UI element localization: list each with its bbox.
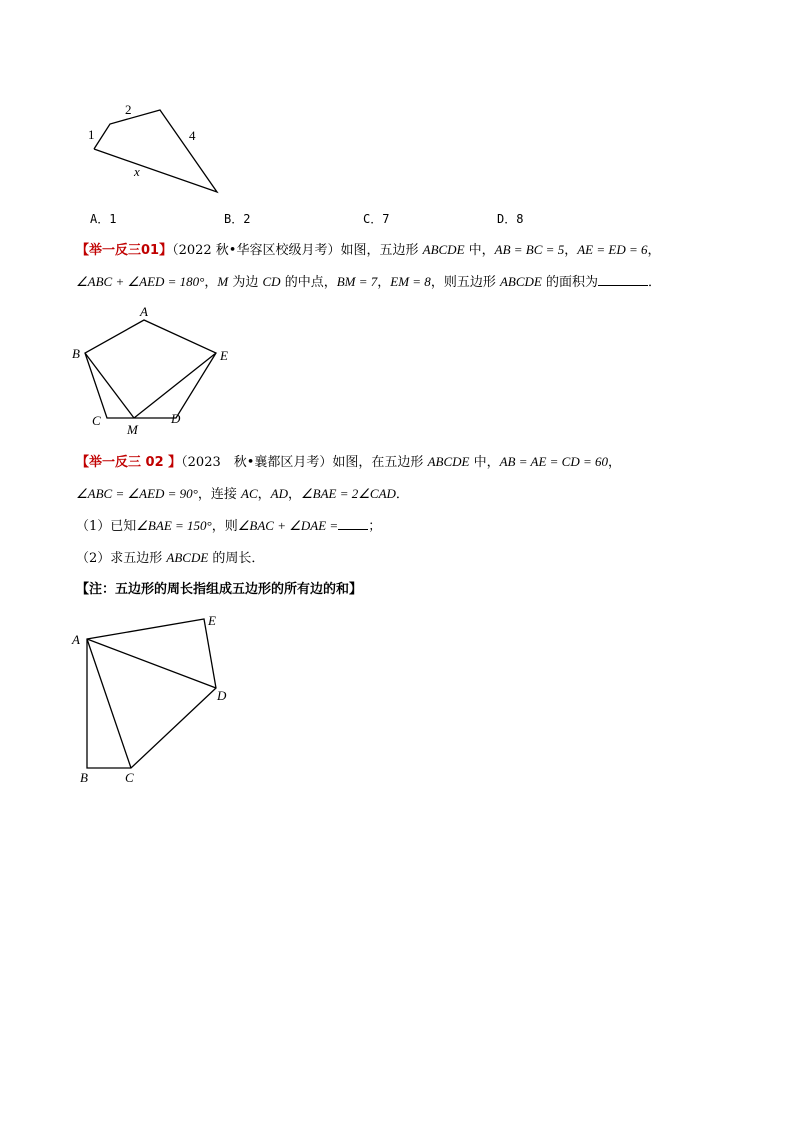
problem1-source: （2022 秋•华容区校级月考） — [172, 243, 341, 258]
vertex-label-e-2: E — [208, 613, 216, 628]
segment-bm — [85, 353, 134, 418]
vertex-label-d: D — [171, 411, 181, 426]
problem1-text5: 的中点， — [280, 275, 337, 290]
problem1-text2: 中， — [464, 243, 495, 258]
q1-answer-blank[interactable] — [338, 517, 368, 530]
q1-mid: ，则 — [211, 519, 238, 534]
problem2-source: （2023 秋•襄都区月考） — [181, 455, 333, 470]
side-label-4: 4 — [189, 128, 196, 143]
quadrilateral-figure — [80, 95, 240, 200]
problem1-pentagon: ABCDE — [422, 242, 465, 257]
problem1-text1: 如图，五边形 — [340, 243, 423, 258]
problem1-line2 — [76, 273, 661, 292]
problem1-tag: 【举一反三01】 — [76, 243, 173, 258]
problem2-text1: 如图，在五边形 — [332, 455, 428, 470]
option-d[interactable]: D．8 — [497, 212, 524, 226]
problem2-ac: AC — [241, 486, 258, 501]
problem1-cond3: ∠ABC + ∠AED = 180° — [76, 274, 205, 289]
problem1-m: M — [217, 274, 229, 289]
problem2-end: ． — [395, 487, 409, 502]
problem2-sep3: ， — [288, 487, 302, 502]
pentagon-figure-2 — [66, 608, 236, 793]
problem2-cond2: ∠ABC = ∠AED = 90° — [76, 486, 198, 501]
problem2-ad: AD — [270, 486, 288, 501]
q1-prefix: （1）已知 — [76, 519, 137, 534]
side-label-1: 1 — [88, 127, 95, 142]
problem1-text3: ， — [204, 275, 218, 290]
problem2-sep1: ， — [608, 455, 622, 470]
q2-end: 的周长． — [208, 551, 265, 566]
q1-expr: ∠BAC + ∠DAE = — [237, 518, 339, 533]
vertex-label-d-2: D — [217, 688, 227, 703]
problem2-question1 — [76, 517, 381, 536]
problem1-end: ． — [647, 275, 661, 290]
diagonal-ad — [87, 639, 216, 688]
problem2-text3: ，连接 — [197, 487, 242, 502]
problem1-cond2: AE = ED = 6 — [577, 242, 648, 257]
pentagon-figure-1 — [66, 303, 236, 438]
q1-end: ； — [368, 519, 382, 534]
problem2-sep2: ， — [257, 487, 271, 502]
vertex-label-e: E — [220, 348, 228, 363]
problem1-sep1: ， — [564, 243, 578, 258]
vertex-label-c-2: C — [125, 770, 134, 785]
option-c[interactable]: C．7 — [363, 212, 390, 226]
problem2-cond3: ∠BAE = 2∠CAD — [301, 486, 396, 501]
vertex-label-a: A — [140, 304, 148, 319]
problem2-text2: 中， — [469, 455, 500, 470]
quadrilateral-outline — [94, 110, 217, 192]
diagonal-ac — [87, 639, 131, 768]
option-a[interactable]: A．1 — [90, 212, 117, 226]
side-label-2: 2 — [125, 102, 132, 117]
problem2-note: 【注：五边形的周长指组成五边形的所有边的和】 — [76, 582, 363, 597]
vertex-label-b-2: B — [80, 770, 88, 785]
vertex-label-m: M — [127, 422, 138, 437]
q2-pentagon: ABCDE — [166, 550, 209, 565]
problem1-text4: 为边 — [228, 275, 263, 290]
problem1-cond4: BM = 7 — [336, 274, 378, 289]
vertex-label-b: B — [72, 346, 80, 361]
problem2-tag: 【举一反三 02 】 — [76, 455, 182, 470]
problem1-text6: ，则五边形 — [430, 275, 500, 290]
problem2-cond1: AB = AE = CD = 60 — [499, 454, 608, 469]
problem2-line2 — [76, 485, 409, 504]
problem1-line1 — [76, 241, 661, 260]
vertex-label-a-2: A — [72, 632, 80, 647]
vertex-label-c: C — [92, 413, 101, 428]
problem2-pentagon: ABCDE — [427, 454, 470, 469]
problem2-line1 — [76, 453, 621, 472]
problem2-question2 — [76, 549, 264, 568]
segment-em — [134, 353, 216, 418]
problem1-cond1: AB = BC = 5 — [494, 242, 565, 257]
problem1-cd: CD — [262, 274, 281, 289]
pentagon-outline-2 — [87, 619, 216, 768]
problem1-pentagon2: ABCDE — [499, 274, 542, 289]
option-b[interactable]: B．2 — [224, 212, 251, 226]
problem1-text7: 的面积为 — [541, 275, 598, 290]
answer-blank[interactable] — [598, 273, 648, 286]
q1-cond: ∠BAE = 150° — [136, 518, 212, 533]
q2-prefix: （2）求五边形 — [76, 551, 167, 566]
problem1-cond5: EM = 8 — [390, 274, 431, 289]
problem1-sep3: ， — [377, 275, 391, 290]
problem1-sep2: ， — [647, 243, 661, 258]
side-label-x: x — [134, 164, 140, 179]
